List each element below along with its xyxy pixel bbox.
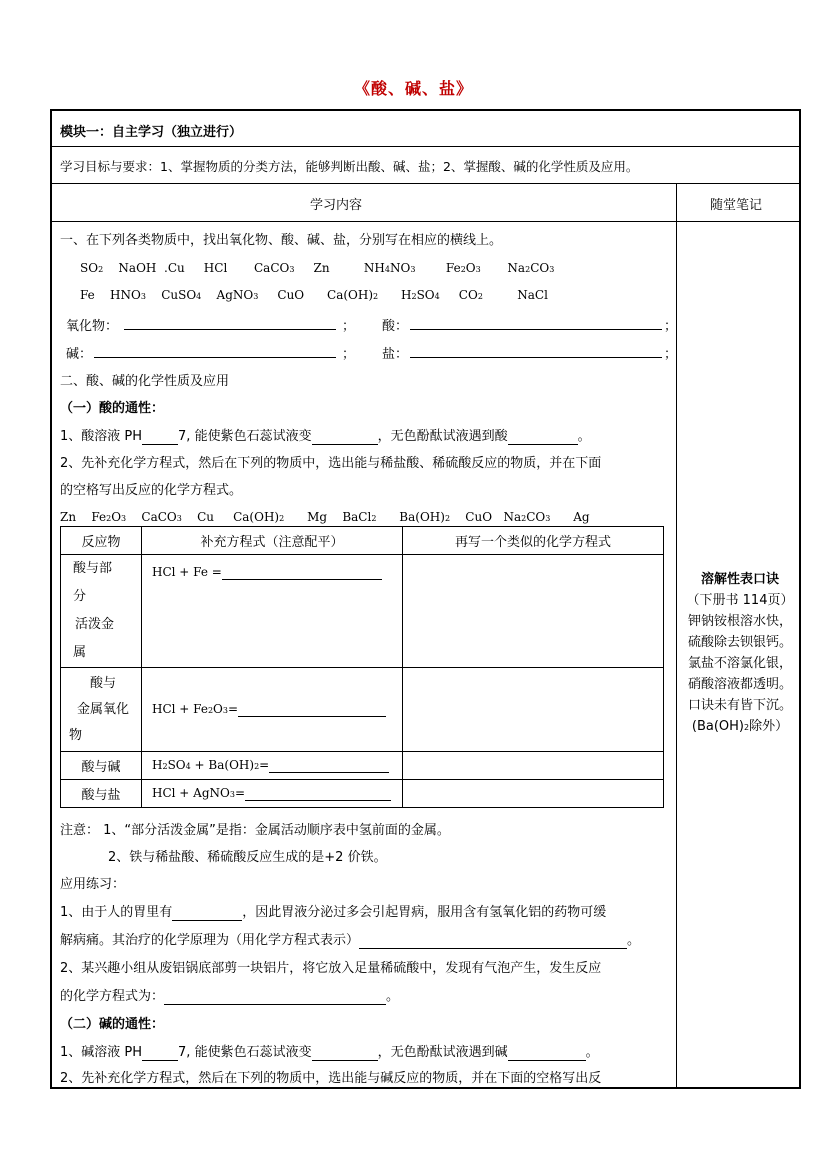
learning-goals: 学习目标与要求：1、掌握物质的分类方法，能够判断出酸、碱、盐；2、掌握酸、碱的化学性质及应用。 [60, 159, 639, 174]
salt-answer-line[interactable] [410, 357, 662, 358]
acid-answer-line[interactable] [410, 329, 662, 330]
equation-cell: HCl + Fe2O3= [142, 668, 403, 752]
reactant-cell: 酸与 金属氧化 物 [61, 668, 142, 752]
base-properties-heading: （二）碱的通性： [60, 1017, 165, 1032]
mnemonic-line: (Ba(OH)2除外） [691, 719, 789, 734]
semicolon: ； [664, 347, 678, 362]
salt-label: 盐： [382, 347, 409, 362]
note-1: 注意： 1、“部分活泼金属”是指：金属活动顺序表中氢前面的金属。 [60, 823, 450, 838]
practice-2a: 2、某兴趣小组从废铝锅底部剪一块铝片，将它放入足量稀硫酸中，发现有气泡产生，发生反应 [60, 961, 602, 976]
mnemonic-line: 硝酸溶液都透明。 [687, 677, 792, 692]
reaction-table [60, 526, 664, 808]
answer-cell[interactable] [403, 668, 664, 752]
equation-cell: HCl + Fe = [142, 555, 403, 668]
notes-column-header: 随堂笔记 [710, 198, 763, 213]
table-header: 补充方程式（注意配平） [142, 527, 403, 555]
base-answer-line[interactable] [94, 357, 336, 358]
part2-heading: 二、酸、碱的化学性质及应用 [60, 374, 230, 389]
acid-label: 酸： [382, 319, 409, 334]
oxide-answer-line[interactable] [124, 329, 336, 330]
base-label: 碱： [66, 347, 93, 362]
table-row [61, 780, 664, 808]
semicolon: ； [342, 319, 356, 334]
mnemonic-line: 口诀未有皆下沉。 [687, 698, 792, 713]
reactant-cell: 酸与部 分 活泼金 属 [61, 555, 142, 668]
mnemonic-line: （下册书 114页） [686, 593, 794, 608]
oxide-label: 氧化物： [66, 319, 119, 334]
table-header: 反应物 [61, 527, 142, 555]
base-question-2: 2、先补充化学方程式，然后在下列的物质中，选出能与碱反应的物质，并在下面的空格写出反 [60, 1071, 602, 1086]
mnemonic-title: 溶解性表口诀 [700, 572, 779, 587]
divider [52, 221, 799, 222]
practice-heading: 应用练习： [60, 877, 126, 892]
module-heading: 模块一：自主学习（独立进行） [60, 125, 243, 140]
answer-cell[interactable] [403, 752, 664, 780]
acid-question-2-line1: 2、先补充化学方程式，然后在下列的物质中，选出能与稀盐酸、稀硫酸反应的物质，并在下面 [60, 456, 602, 471]
substance-list-2: Fe HNO3 CuSO4 AgNO3 CuO Ca(OH)2 H2SO4 CO2 NaCl [80, 288, 548, 302]
reactant-cell: 酸与盐 [61, 780, 142, 808]
divider [52, 146, 799, 147]
mnemonic-line: 钾钠铵根溶水快， [687, 614, 792, 629]
equation-cell: H2SO4 + Ba(OH)2= [142, 752, 403, 780]
semicolon: ； [664, 319, 678, 334]
table-row [61, 752, 664, 780]
table-header: 再写一个类似的化学方程式 [403, 527, 664, 555]
answer-cell[interactable] [403, 780, 664, 808]
acid-question-1: 1、酸溶液 PH 7, 能使紫色石蕊试液变 ，无色酚酞试液遇到酸 。 [60, 429, 591, 444]
reactant-list: Zn Fe2O3 CaCO3 Cu Ca(OH)2 Mg BaCl2 Ba(OH)2 CuO Na2CO3 Ag [60, 510, 590, 524]
table-row [61, 555, 664, 668]
mnemonic-line: 硫酸除去钡银钙。 [687, 635, 792, 650]
solubility-mnemonic [679, 569, 801, 738]
answer-cell[interactable] [403, 555, 664, 668]
practice-1b: 解病痛。其治疗的化学原理为（用化学方程式表示） 。 [60, 933, 641, 948]
mnemonic-line: 氯盐不溶氯化银， [687, 656, 792, 671]
acid-properties-heading: （一）酸的通性： [60, 401, 165, 416]
part1-heading: 一、在下列各类物质中，找出氧化物、酸、碱、盐，分别写在相应的横线上。 [60, 233, 503, 248]
semicolon: ； [342, 347, 356, 362]
practice-2b: 的化学方程式为： 。 [60, 989, 400, 1004]
content-column-header: 学习内容 [310, 198, 363, 213]
note-2: 2、铁与稀盐酸、稀硫酸反应生成的是+2 价铁。 [108, 850, 387, 865]
reactant-cell: 酸与碱 [61, 752, 142, 780]
acid-question-2-line2: 的空格写出反应的化学方程式。 [60, 483, 243, 498]
practice-1a: 1、由于人的胃里有 ，因此胃液分泌过多会引起胃病，服用含有氢氧化铝的药物可缓 [60, 905, 607, 920]
equation-cell: HCl + AgNO3= [142, 780, 403, 808]
worksheet-frame [50, 109, 801, 1089]
table-row [61, 668, 664, 752]
divider [52, 183, 799, 184]
document-title: 《酸、碱、盐》 [353, 79, 473, 98]
base-question-1: 1、碱溶液 PH 7, 能使紫色石蕊试液变 ，无色酚酞试液遇到碱 。 [60, 1045, 599, 1060]
substance-list-1: SO2 NaOH .Cu HCl CaCO3 Zn NH4NO3 Fe2O3 Na2CO3 [80, 261, 555, 275]
